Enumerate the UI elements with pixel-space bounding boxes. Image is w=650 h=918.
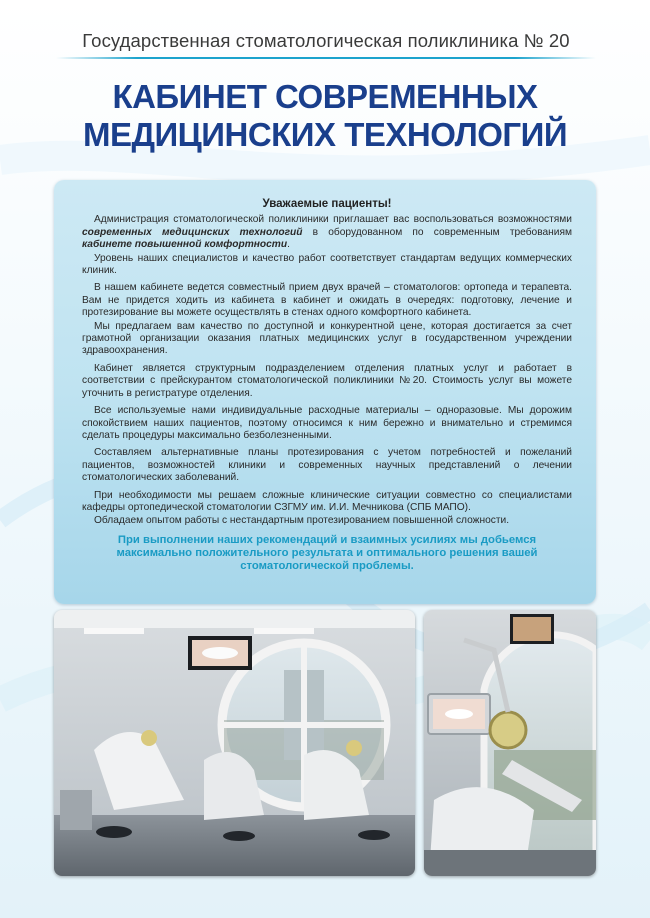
paragraph-joint-reception: В нашем кабинете ведется совместный прием двух врачей – стоматологов: ортопеда и терапевта. Вам не придется ходить из кабинета в кабинет и ожидать в очередях: подготовку, лечение и протезирование вы можете осуществлять в стенах одного комфортного кабинета. bbox=[82, 282, 572, 319]
info-panel bbox=[54, 180, 596, 604]
page-title-line-2: МЕДИЦИНСКИХ ТЕХНОЛОГИЙ bbox=[82, 116, 568, 153]
header-divider bbox=[56, 57, 596, 59]
closing-statement: При выполнении наших рекомендаций и взаимных усилиях мы добьемся максимально положительного результата и оптимального решения вашей стоматологической проблемы. bbox=[116, 533, 538, 573]
panel-heading: Уважаемые пациенты! bbox=[262, 198, 392, 210]
emphasis-comfort-office: кабинете повышенной комфортности bbox=[82, 239, 288, 251]
paragraph-complex-cases: При необходимости мы решаем сложные клинические ситуации совместно со специалистами кафедры ортопедической стоматологии СЗГМУ им. И.И. Мечникова (СПБ МАПО). bbox=[82, 489, 572, 513]
paragraph-materials: Все используемые нами индивидуальные расходные материалы – одноразовые. Мы дорожим спокойствием наших пациентов, поэтому относимся к ним бережно и внимательно и стремимся сделать процедуры максимально безболезненными. bbox=[82, 405, 572, 441]
paragraph-invitation bbox=[82, 214, 572, 251]
paragraph-specialists: Уровень наших специалистов и качество работ соответствует стандартам ведущих коммерческих клиник. bbox=[82, 252, 572, 277]
paragraph-invitation-text-3: . bbox=[287, 239, 290, 251]
dental-chair-photo bbox=[424, 610, 596, 876]
paragraph-structure: Кабинет является структурным подразделением отделения платных услуг и работает в соответствии с прейскурантом стоматологической поликлиники №20. Стоимость услуг вы можете уточнить в регистратуре отделения. bbox=[82, 362, 572, 399]
page-title-line-1: КАБИНЕТ СОВРЕМЕННЫХ bbox=[112, 78, 538, 115]
paragraph-plans: Составляем альтернативные планы протезирования с учетом потребностей и пожеланий пациентов, возможностей клиники и современных научных представлений о лечении стоматологических заболеваний. bbox=[82, 447, 572, 484]
paragraph-experience: Обладаем опытом работы с нестандартным протезированием повышенной сложности. bbox=[94, 515, 510, 527]
page-title bbox=[40, 78, 610, 154]
emphasis-modern-technologies: современных медицинских технологий bbox=[82, 226, 303, 238]
paragraph-pricing: Мы предлагаем вам качество по доступной и конкурентной цене, которая достигается за счет грамотной организации оказания платных медицинских услуг в государственном учреждении здравоохранения. bbox=[82, 320, 572, 357]
paragraph-invitation-text-1: Администрация стоматологической поликлиники приглашает вас воспользоваться возможностями bbox=[94, 214, 572, 226]
dental-office-photo-main bbox=[54, 610, 415, 876]
institution-name: Государственная стоматологическая поликлиника № 20 bbox=[82, 30, 570, 51]
paragraph-invitation-text-2: в оборудованном по современным требованиям bbox=[302, 226, 573, 238]
